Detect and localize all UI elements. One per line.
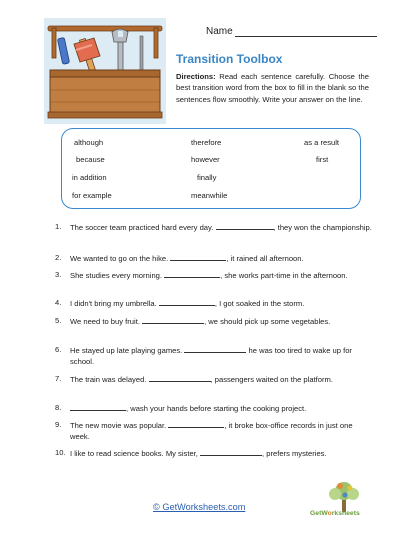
question-text: I like to read science books. My sister, [70, 449, 198, 458]
question-text: She studies every morning. [70, 271, 163, 280]
tree-icon [310, 480, 378, 512]
logo-wordmark-part: o [327, 510, 332, 517]
question-number: 7. [55, 374, 62, 383]
question-number: 5. [55, 316, 62, 325]
answer-blank[interactable] [142, 315, 204, 324]
question-number: 6. [55, 345, 62, 354]
question-text: I didn't bring my umbrella. [70, 299, 157, 308]
word-bank-item: in addition [72, 173, 107, 182]
word-bank-item: finally [197, 173, 217, 182]
question-text: The soccer team practiced hard every day. [70, 223, 214, 232]
getworksheets-logo [310, 480, 378, 526]
word-bank-item: as a result [304, 138, 340, 147]
question-number: 1. [55, 222, 62, 231]
question-text: , she works part-time in the afternoon. [220, 271, 348, 280]
question-number: 3. [55, 270, 62, 279]
question-item [55, 344, 373, 368]
answer-blank[interactable] [164, 269, 220, 278]
question-number: 9. [55, 420, 62, 429]
question-text: he was too tired to wake up for school. [70, 346, 352, 367]
worksheet-title: Transition Toolbox [176, 52, 283, 66]
question-text: , they won the championship. [273, 223, 372, 232]
question-text: , we should pick up some vegetables. [204, 317, 331, 326]
question-item [55, 402, 373, 414]
question-number: 4. [55, 298, 62, 307]
word-bank-item: however [191, 155, 220, 164]
question-text: The new movie was popular. [70, 421, 167, 430]
word-bank-item: first [316, 155, 329, 164]
question-item [55, 297, 373, 309]
logo-wordmark [310, 510, 360, 517]
logo-wordmark-part: GetW [310, 510, 328, 517]
directions-text: Read each sentence carefully. Choose the best transition word from the box to fill in the blank so the sentences flow smoothly. Write your answer on the line. [176, 72, 369, 104]
question-text: , I got soaked in the storm. [214, 299, 305, 308]
question-text: , passengers waited on the platform. [210, 375, 333, 384]
question-item [55, 419, 373, 443]
question-item [55, 315, 373, 327]
word-bank-item: meanwhile [191, 191, 228, 200]
word-bank-item: for example [72, 191, 112, 200]
answer-blank[interactable] [200, 447, 262, 456]
question-number: 2. [55, 253, 62, 262]
word-bank-box [61, 128, 361, 209]
question-number: 8. [55, 403, 62, 412]
toolbox-illustration [44, 18, 166, 124]
question-text: We need to buy fruit. [70, 317, 140, 326]
answer-blank[interactable] [70, 402, 126, 411]
question-item [55, 447, 373, 459]
word-bank-item: therefore [191, 138, 222, 147]
logo-wordmark-part: rksheets [331, 510, 360, 517]
question-number: 10. [55, 448, 66, 457]
answer-blank[interactable] [216, 221, 274, 230]
question-item [55, 221, 373, 233]
answer-blank[interactable] [149, 373, 211, 382]
question-text: We wanted to go on the hike. [70, 254, 169, 263]
getworksheets-link[interactable]: © GetWorksheets.com [153, 502, 246, 512]
answer-blank[interactable] [184, 344, 246, 353]
question-item [55, 269, 373, 281]
word-bank-item: because [76, 155, 105, 164]
name-field-row [206, 26, 377, 37]
question-text: , it broke box-office records in just one week. [70, 421, 353, 442]
directions-paragraph [176, 71, 369, 105]
word-bank-item: although [74, 138, 104, 147]
answer-blank[interactable] [170, 252, 226, 261]
question-item [55, 252, 373, 264]
name-blank-line[interactable] [235, 27, 377, 37]
question-item [55, 373, 373, 385]
directions-label: Directions: [176, 72, 216, 81]
question-text: He stayed up late playing games. [70, 346, 183, 355]
name-label: Name [206, 26, 233, 37]
answer-blank[interactable] [159, 297, 215, 306]
question-text: , it rained all afternoon. [226, 254, 304, 263]
answer-blank[interactable] [168, 419, 224, 428]
question-text: , wash your hands before starting the cooking project. [126, 404, 307, 413]
question-text: , prefers mysteries. [262, 449, 327, 458]
question-text: The train was delayed. [70, 375, 147, 384]
